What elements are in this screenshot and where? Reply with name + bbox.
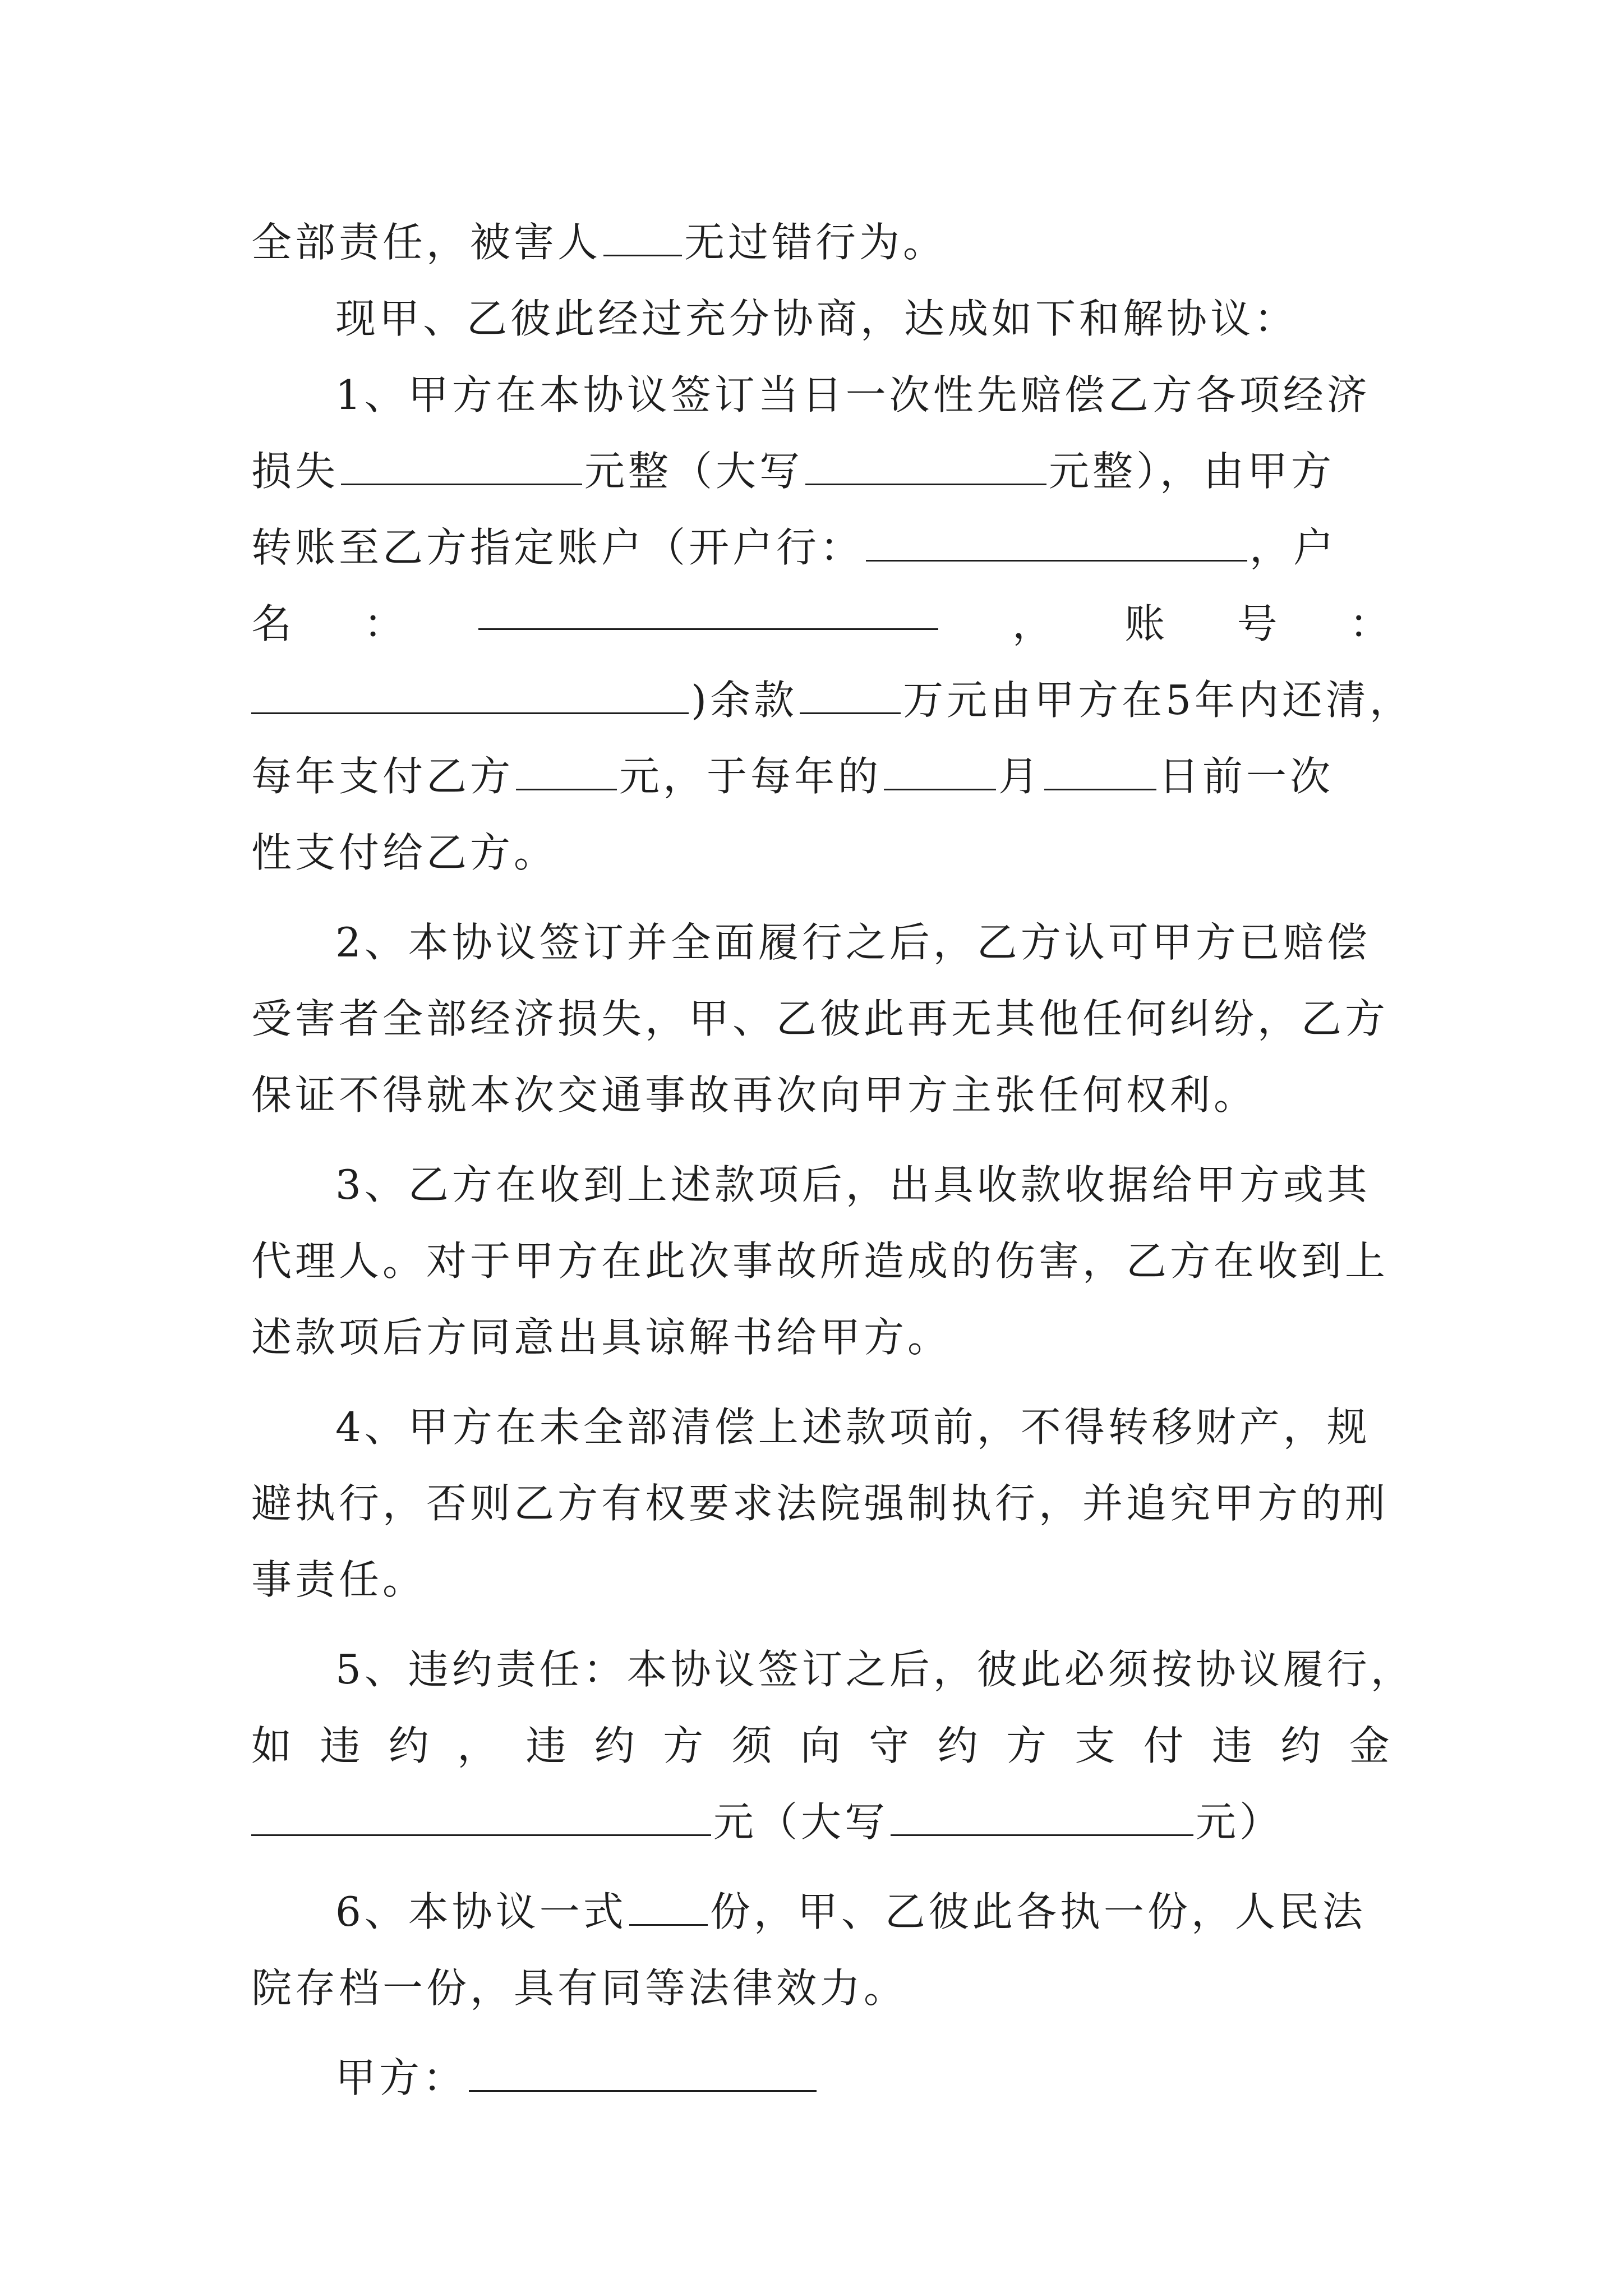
clause-1-line — [335, 356, 1390, 434]
text-segment: 元整），由甲方 — [1049, 448, 1335, 495]
fill-in-blank[interactable] — [603, 211, 682, 256]
clause-5-line — [335, 1630, 1414, 1709]
signature-line — [335, 2039, 1390, 2117]
clause-1-line — [251, 737, 1390, 816]
clause-4-line — [251, 1464, 1390, 1543]
penalty-words-blank[interactable] — [891, 1791, 1193, 1836]
text-segment: ， — [1012, 600, 1053, 647]
text-char: 付 — [1143, 1722, 1184, 1769]
text-char: 约 — [388, 1722, 429, 1769]
text-segment: )余款 — [691, 677, 798, 724]
text-segment: 代理人。对于甲方在此次事故所造成的伤害，乙方在收到上 — [251, 1237, 1389, 1285]
text-segment: 2、本协议签订并全面履行之后，乙方认可甲方已赔偿 — [335, 919, 1371, 966]
clause-1-line — [251, 661, 1413, 739]
text-char: 违 — [1212, 1722, 1253, 1769]
text-segment: 述款项后方同意出具谅解书给甲方。 — [251, 1314, 952, 1361]
text-char: 约 — [1280, 1722, 1321, 1769]
party-a-label: 甲方： — [335, 2054, 467, 2101]
text-char: 方 — [663, 1722, 704, 1769]
text-segment: 号 — [1237, 600, 1278, 647]
text-segment: 账 — [1124, 600, 1165, 647]
text-char: 支 — [1075, 1722, 1115, 1769]
month-blank[interactable] — [884, 745, 996, 790]
text-char: 金 — [1349, 1722, 1390, 1769]
copies-blank[interactable] — [629, 1880, 708, 1926]
text-char: 约 — [594, 1722, 635, 1769]
party-a-signature-blank[interactable] — [469, 2046, 817, 2092]
text-segment: 转账至乙方指定账户（开户行： — [251, 524, 864, 571]
text-segment: 元，于每年的 — [619, 753, 882, 800]
text-segment: 每年支付乙方 — [251, 753, 514, 800]
clause-3-line — [335, 1145, 1390, 1224]
text-segment: 4、甲方在未全部清偿上述款项前，不得转移财产，规 — [335, 1404, 1371, 1451]
clause-5-line — [251, 1783, 1390, 1861]
text-char: 约 — [937, 1722, 978, 1769]
amount-words-blank[interactable] — [805, 440, 1046, 485]
bank-blank[interactable] — [866, 516, 1247, 562]
text-segment: 6、本协议一式 — [335, 1888, 627, 1935]
text-segment: 名 — [251, 600, 292, 647]
text-char: 违 — [525, 1722, 566, 1769]
text-line — [251, 203, 1390, 282]
text-segment: 无过错行为。 — [684, 219, 947, 266]
text-segment: ，户 — [1249, 524, 1338, 571]
text-segment: 元） — [1196, 1798, 1284, 1846]
text-segment: 万元由甲方在5年内还清， — [903, 677, 1413, 724]
clause-1-line — [251, 585, 1390, 663]
text-segment: 现甲、乙彼此经过充分协商，达成如下和解协议： — [335, 295, 1298, 342]
clause-2-line — [335, 903, 1390, 982]
remaining-amount-blank[interactable] — [800, 669, 901, 714]
text-segment: 事责任。 — [251, 1556, 427, 1603]
text-char: 方 — [1006, 1722, 1046, 1769]
text-char: ， — [457, 1722, 498, 1769]
text-segment: 保证不得就本次交通事故再次向甲方主张任何权利。 — [251, 1071, 1258, 1119]
clause-6-line — [251, 1949, 1390, 2027]
clause-3-line — [251, 1298, 1390, 1377]
text-segment: 月 — [998, 753, 1043, 800]
text-segment: 5、违约责任：本协议签订之后，彼此必须按协议履行， — [335, 1646, 1414, 1693]
text-segment: 性支付给乙方。 — [251, 829, 558, 876]
day-blank[interactable] — [1044, 745, 1156, 790]
clause-5-line — [251, 1706, 1390, 1785]
text-segment: 1、甲方在本协议签订当日一次性先赔偿乙方各项经济 — [335, 371, 1371, 418]
text-char: 如 — [251, 1722, 292, 1769]
text-char: 须 — [731, 1722, 772, 1769]
clause-4-line — [335, 1388, 1390, 1466]
account-number-blank[interactable] — [251, 669, 689, 714]
text-line — [335, 279, 1390, 358]
text-segment: 受害者全部经济损失，甲、乙彼此再无其他任何纠纷，乙方 — [251, 995, 1389, 1042]
clause-1-line — [251, 508, 1390, 587]
clause-2-line — [251, 979, 1390, 1058]
text-segment: 避执行，否则乙方有权要求法院强制执行，并追究甲方的刑 — [251, 1480, 1389, 1527]
text-segment: 损失 — [251, 448, 339, 495]
text-segment: 元（大写 — [713, 1798, 889, 1846]
text-segment: 日前一次 — [1159, 753, 1334, 800]
clause-1-line — [251, 813, 1390, 892]
annual-amount-blank[interactable] — [516, 745, 617, 790]
clause-1-line — [251, 432, 1390, 510]
text-segment: 份，甲、乙彼此各执一份，人民法 — [709, 1888, 1366, 1935]
text-segment: 元整（大写 — [584, 448, 804, 495]
text-segment: ： — [1349, 600, 1390, 647]
text-segment: 院存档一份，具有同等法律效力。 — [251, 1964, 908, 2012]
clause-3-line — [251, 1222, 1390, 1300]
amount-blank[interactable] — [341, 440, 582, 485]
account-name-blank[interactable] — [478, 585, 938, 630]
text-segment: 全部责任，被害人 — [251, 219, 602, 266]
text-char: 向 — [800, 1722, 841, 1769]
text-char: 守 — [869, 1722, 910, 1769]
clause-6-line — [335, 1872, 1390, 1951]
text-segment: ： — [363, 600, 404, 647]
clause-2-line — [251, 1056, 1390, 1134]
clause-4-line — [251, 1540, 1390, 1619]
text-char: 违 — [320, 1722, 361, 1769]
penalty-amount-blank[interactable] — [251, 1791, 711, 1836]
text-segment: 3、乙方在收到上述款项后，出具收款收据给甲方或其 — [335, 1161, 1371, 1208]
